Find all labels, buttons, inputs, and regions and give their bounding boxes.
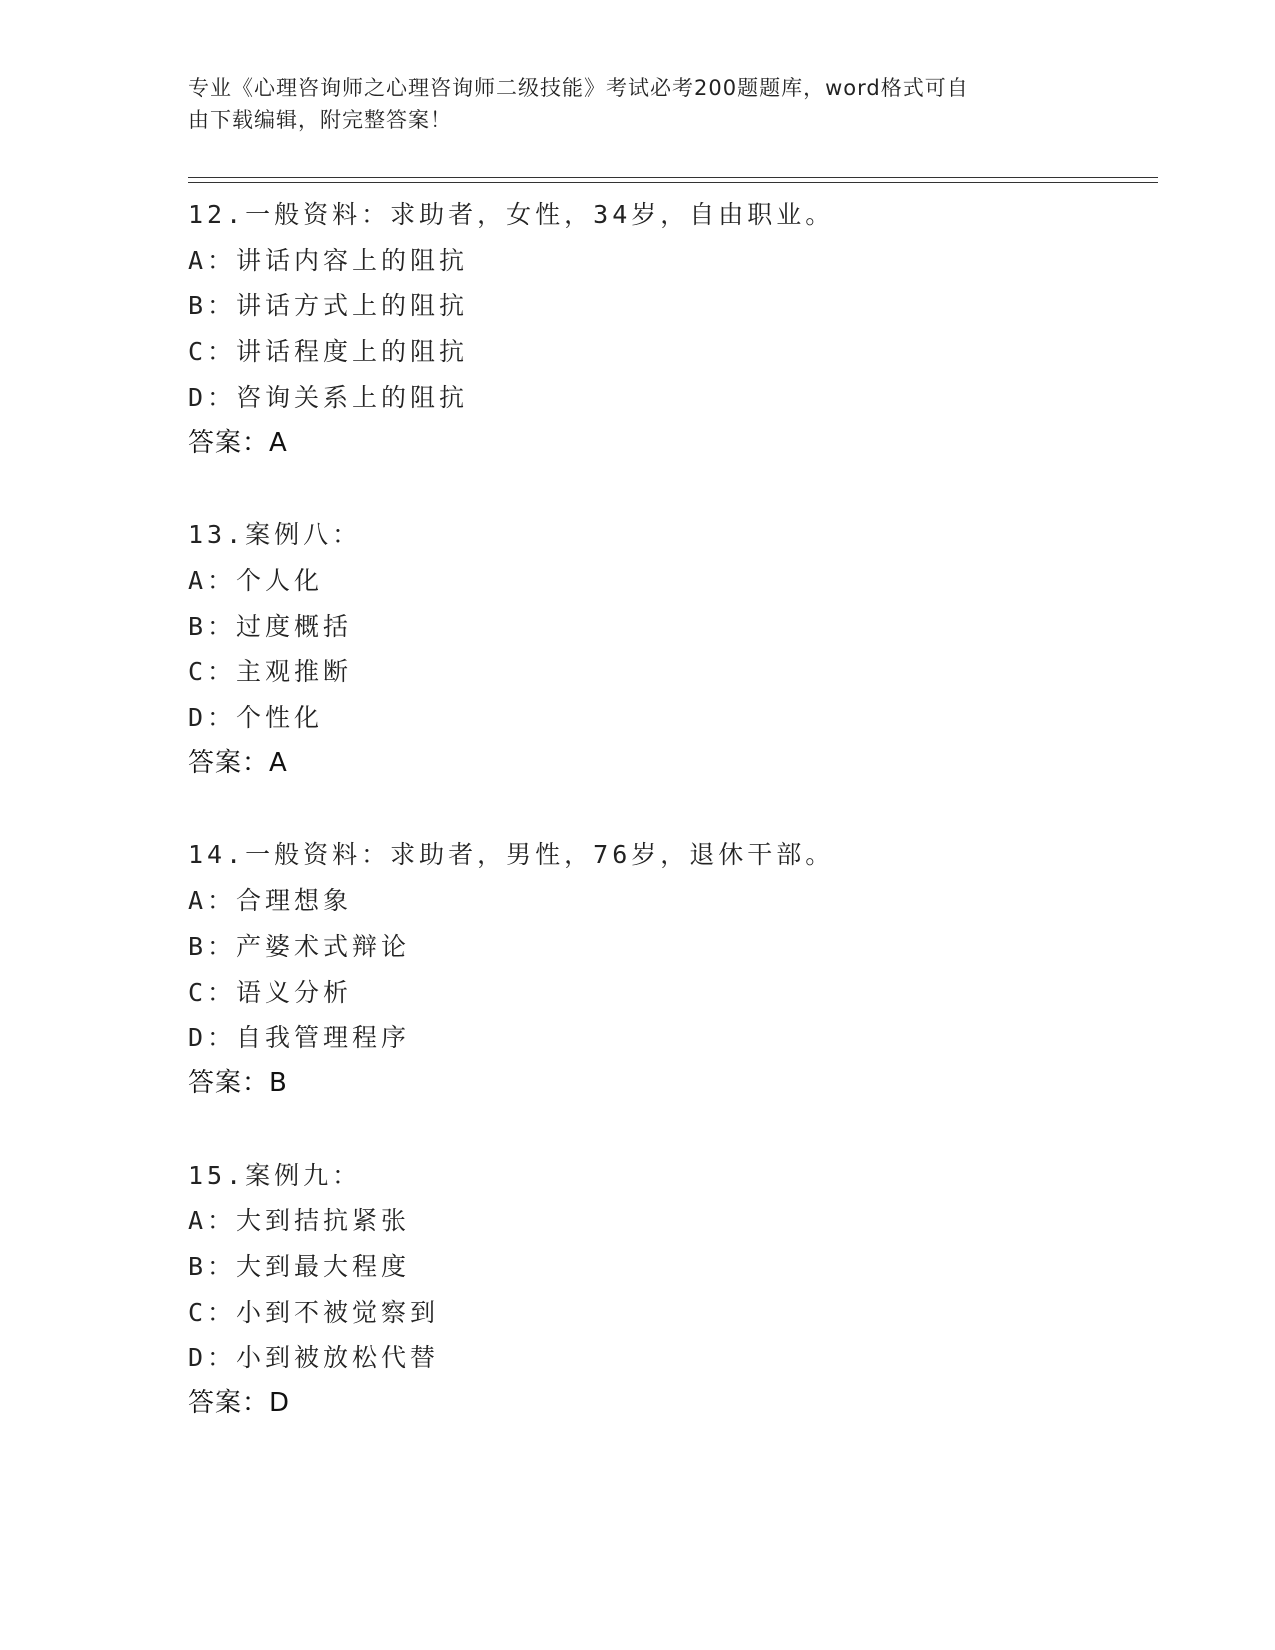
option-c: C：语义分析 — [188, 977, 353, 1007]
option-b: B：讲话方式上的阻抗 — [188, 291, 469, 321]
option-b: B：产婆术式辩论 — [188, 931, 411, 961]
option-a: A：大到拮抗紧张 — [188, 1206, 411, 1236]
option-c: C：主观推断 — [188, 657, 353, 687]
question-stem: 12.一般资料：求助者，女性，34岁，自由职业。 — [188, 200, 835, 229]
option-d: D：小到被放松代替 — [188, 1343, 440, 1373]
question-stem: 15.案例九： — [188, 1160, 362, 1190]
option-b: B：大到最大程度 — [188, 1252, 411, 1282]
option-a: A：讲话内容上的阻抗 — [188, 245, 469, 275]
header-divider-top — [188, 177, 1158, 178]
option-b: B：过度概括 — [188, 611, 353, 641]
header-line-1: 专业《心理咨询师之心理咨询师二级技能》考试必考200题题库，word格式可自 — [188, 76, 969, 100]
option-a: A：合理想象 — [188, 886, 353, 916]
question-list — [188, 192, 1148, 1473]
option-a: A：个人化 — [188, 565, 324, 595]
header-line-2: 由下载编辑，附完整答案！ — [188, 108, 452, 132]
header-divider-bottom — [188, 182, 1158, 183]
question-stem: 13.案例八： — [188, 520, 362, 550]
answer: 答案：D — [188, 1388, 291, 1419]
option-d: D：咨询关系上的阻抗 — [188, 382, 469, 412]
answer: 答案：A — [188, 427, 288, 458]
option-c: C：小到不被觉察到 — [188, 1297, 440, 1327]
question-12 — [188, 192, 1148, 466]
question-14 — [188, 832, 1148, 1106]
question-stem: 14.一般资料：求助者，男性，76岁，退休干部。 — [188, 840, 835, 870]
question-15 — [188, 1153, 1148, 1427]
document-header — [188, 72, 1078, 136]
option-d: D：自我管理程序 — [188, 1023, 411, 1053]
option-c: C：讲话程度上的阻抗 — [188, 337, 469, 367]
answer: 答案：B — [188, 1067, 288, 1098]
question-13 — [188, 512, 1148, 786]
option-d: D：个性化 — [188, 703, 324, 733]
answer: 答案：A — [188, 747, 288, 778]
